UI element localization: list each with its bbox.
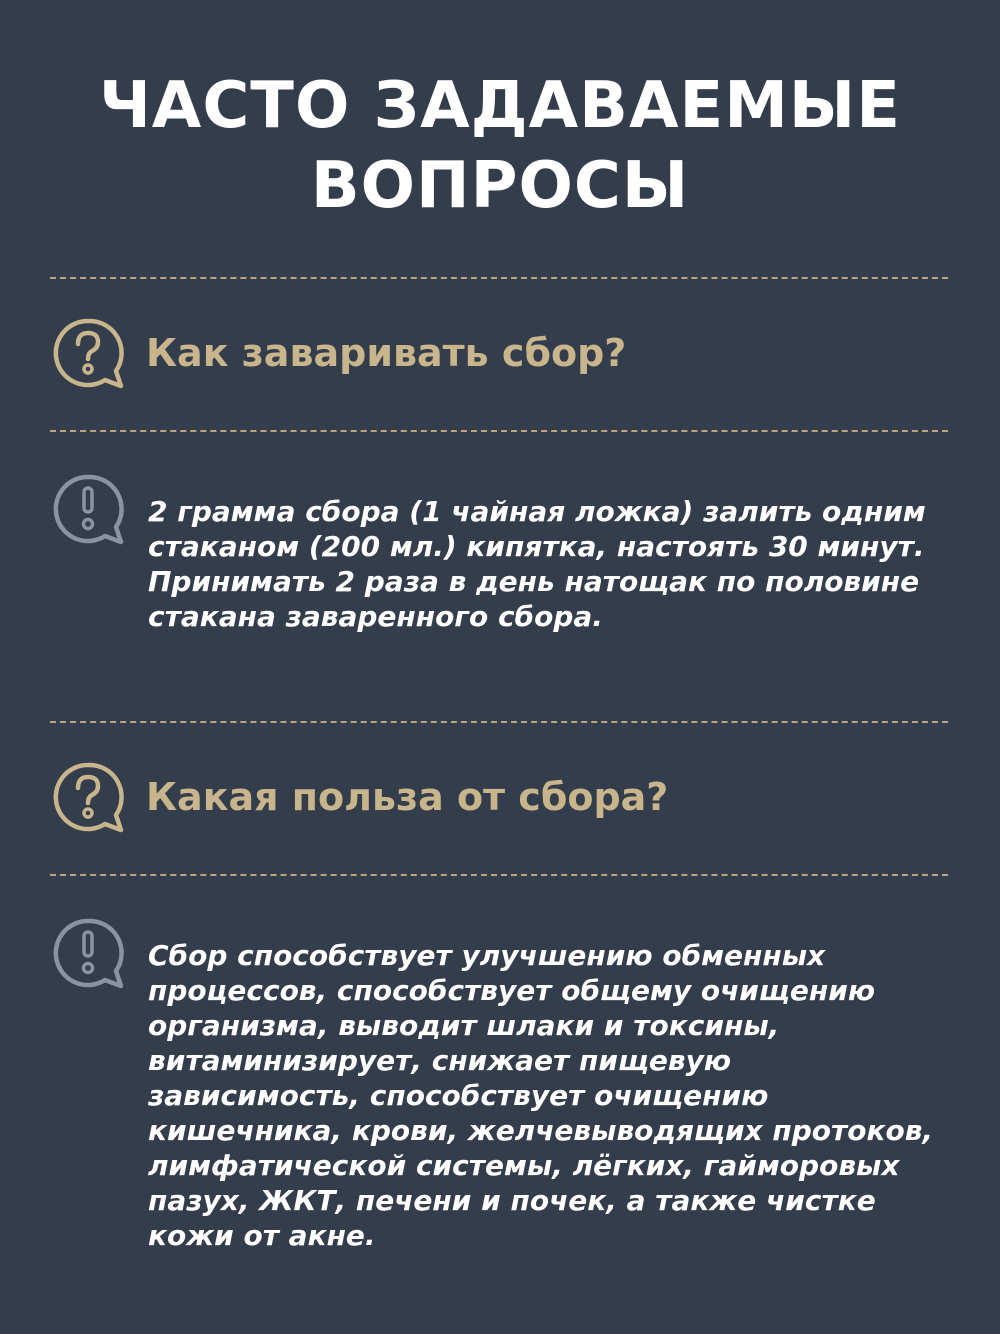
faq-answer-text: Сбор способствует улучшению обменных процессов, способствует общему очищению организма, выводит шлаки и токсины, витаминизирует, снижает пищевую зависимость, способствует очищению кишечника, крови, желчевыводящих протоков, лимфатической системы, лёгких, гайморовых пазух, ЖКТ, печени и почек, а также чистке кожи от акне. xyxy=(148,939,934,1252)
faq-question-2 xyxy=(50,760,950,840)
page-title-line-2: ВОПРОСЫ xyxy=(310,149,690,223)
faq-question-1 xyxy=(50,316,950,396)
divider xyxy=(50,721,948,723)
faq-answer-2 xyxy=(50,916,950,1276)
faq-answer-1 xyxy=(50,472,950,682)
question-bubble-icon xyxy=(50,316,126,392)
page-title-line-1: ЧАСТО ЗАДАВАЕМЫЕ xyxy=(99,69,901,143)
exclamation-bubble-icon xyxy=(50,472,126,548)
divider xyxy=(50,430,948,432)
divider xyxy=(50,874,948,876)
faq-question-text: Какая польза от сбора? xyxy=(146,775,669,819)
exclamation-bubble-icon xyxy=(50,916,126,992)
divider xyxy=(50,277,948,279)
faq-question-text: Как заваривать сбор? xyxy=(146,331,627,375)
faq-answer-text: 2 грамма сбора (1 чайная ложка) залить одним стаканом (200 мл.) кипятка, настоять 30 минут. Принимать 2 раза в день натощак по половине стакана заваренного сбора. xyxy=(148,495,926,633)
page-title xyxy=(0,66,1000,226)
question-bubble-icon xyxy=(50,760,126,836)
